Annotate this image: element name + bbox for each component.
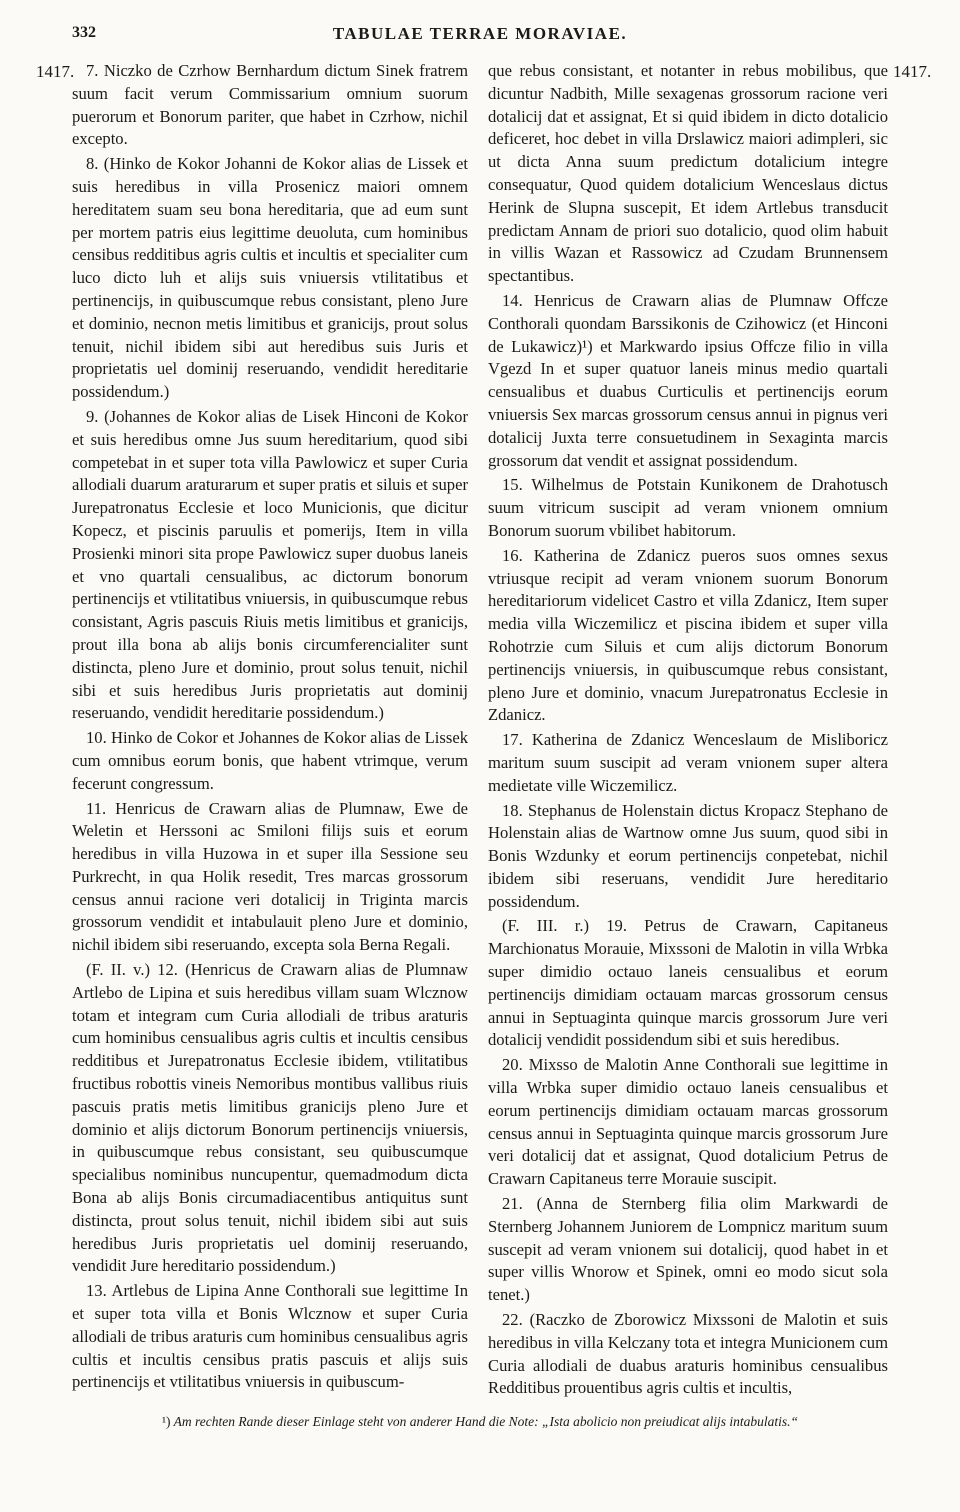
entry-text: Petrus de Crawarn, Capitaneus Marchionatus Morauie, Mixssoni de Malotin in villa Wrbka super dimidio octauo laneis censualibus et eorum pertinencijs dimidiam octauam marcas grossorum census annui in Septuaginta quinque marcis grossorum Jure veri dotalicij vendidit possidendum sibi et suis heredibus. [488, 916, 888, 1050]
entry-paragraph [488, 915, 888, 1052]
entry-text: (Henricus de Crawarn alias de Plumnaw Artlebo de Lipina et suis heredibus villam suam Wlcznow totam et integram cum Curia allodiali de tribus araturis cum hominibus censualibus agris cultis et incultis censibus redditibus et Jurepatronatus Ecclesie ibidem, vtilitatibus fructibus robottis vineis Nemoribus montibus vallibus riuis pascuis pratis metis limitibus granicijs pleno Jure et dominio et alijs dictorum Bonorum pertinencijs vniuersis, in quibuscumque rebus consistant, seu quibuscumque specialibus nominibus nuncupentur, quemadmodum dicta Bona ab alijs Bonis circumadiacentibus antiquitus sunt distincta, prout solus tenuit, nichil ibidem sibi aut suis heredibus Juris proprietatis uel dominij reseruando, vendidit Jure hereditario possidendum.) [72, 960, 468, 1276]
entry-text: Henricus de Crawarn alias de Plumnaw Offcze Conthorali quondam Barssikonis de Czihowicz (et Hinconi de Lukawicz)¹) et Markwardo ipsius Offcze filio in villa Vgezd In et super quatuor laneis minus medio quartali censualibus et duabus Curticulis et pertinencijs eorum vniuersis Sex marcas grossorum census annui in pignus veri dotalicij Juxta terre consuetudinem in Sexaginta marcis grossorum dat vendit et assignat possidendum. [488, 290, 888, 470]
entry-text: Niczko de Czrhow Bernhardum dictum Sinek fratrem suum facit verum Commissarium omnium suorum puerorum et Bonorum pariter, que habet in Czrhow, nichil excepto. [72, 61, 468, 149]
entry-text: (Johannes de Kokor alias de Lisek Hinconi de Kokor et suis heredibus omne Jus suum hereditarium, quod sibi competebat in et super tota villa Pawlowicz et super Curia allodiali duarum araturarum et super pratis et siluis et super Jurepatronatus Ecclesie et loco Municionis, que dicitur Kopecz, et piscinis paruulis et pomerijs, Item in villa Prosienki minori sita prope Pawlowicz super duobus laneis et vno quartali censualibus, ac dictorum bonorum pertinencijs et vtilitatibus vniuersis, in quibuscumque rebus consistant, Agris pascuis Riuis metis limitibus et granicijs, prout illa bona ab alijs bonis circumferencialiter sunt distincta, pleno Jure et dominio, prout solus tenuit, nichil sibi et suis heredibus Juris proprietatis aut dominij reseruando, vendidit hereditarie possidendum.) [72, 406, 468, 723]
entry-number: 16. [502, 545, 523, 565]
entry-text: Artlebus de Lipina Anne Conthorali sue legittime In et super tota villa et Bonis Wlcznow et super Curia allodiali de tribus araturis cum hominibus censualibus agris cultis et incultis censibus pratis pascuis et alijs suis pertinencijs et vtilitatibus vniuersis in quibuscum- [72, 1281, 468, 1392]
entry-text: Wilhelmus de Potstain Kunikonem de Drahotusch suum vitricum suscipit ad veram vnionem omnium Bonorum suorum vbilibet habitorum. [488, 475, 888, 540]
entry-paragraph [72, 153, 468, 404]
entry-number: 13. [86, 1281, 107, 1301]
entry-number: 7. [86, 61, 99, 80]
entry-number: 22. [502, 1310, 523, 1330]
entry-number: 11. [86, 798, 107, 818]
entry-paragraph [72, 406, 468, 725]
entry-number: (F. III. r.) 19. [502, 916, 627, 936]
left-text-column [72, 60, 468, 1396]
entry-paragraph [488, 1309, 888, 1400]
entry-number: 10. [86, 728, 107, 748]
entry-text: Katherina de Zdanicz pueros suos omnes sexus vtriusque recipit ad veram vnionem suorum Bonorum hereditariorum videlicet Castro et villa Zdanicz, Item super media villa Wiczemilicz et piscina ibidem et super villa Rohotrzie cum Siluis et cum alijs dictorum Bonorum pertinencijs vniuersis, in quibuscumque rebus consistant, pleno Jure et dominio, vnacum Jurepatronatus Ecclesie in Zdanicz. [488, 545, 888, 725]
footnote-text: Am rechten Rande dieser Einlage steht von anderer Hand die Note: „Ista abolicio non preiudicat alijs intabulatis.“ [170, 1414, 798, 1429]
entry-number: 14. [502, 290, 523, 310]
entry-paragraph [72, 1280, 468, 1394]
entry-paragraph [488, 729, 888, 797]
entry-paragraph [488, 60, 888, 288]
entry-text: (Anna de Sternberg filia olim Markwardi de Sternberg Johannem Juniorem de Lompnicz maritum suum suscepit ad veram vnionem sui dotalicij, quod habet in et super villis Wnorow et Spinek, omni eo modo sicut sola tenet.) [488, 1194, 888, 1305]
entry-paragraph [488, 474, 888, 542]
margin-year-right: 1417. [893, 62, 932, 81]
entry-number: (F. II. v.) 12. [86, 960, 178, 980]
entry-paragraph [72, 959, 468, 1278]
entry-paragraph [488, 800, 888, 914]
entry-text: Mixsso de Malotin Anne Conthorali sue legittime in villa Wrbka super dimidio octauo laneis censualibus et eorum pertinencijs dimidiam octauam marcas grossorum census annui in Septuaginta quinque marcis grossorum Jure veri dotalicij dat et assignat, Quod dotalicium Petrus de Crawarn Capitaneus terre Morauie suscipit. [488, 1055, 888, 1189]
entry-text: Henricus de Crawarn alias de Plumnaw, Ewe de Weletin et Herssoni ac Smiloni filijs suis et eorum heredibus in villa Huzowa in et super illa Sessione seu Purkrecht, in qua Holik resedit, Tres marcas grossorum census annui racione veri dotalicij in Triginta marcis grossorum vendidit et intabulauit pleno Jure et dominio, nichil ibidem sibi reseruando, excepta sola Berna Regali. [72, 798, 468, 955]
entry-number: 15. [502, 475, 523, 495]
entry-paragraph [488, 1054, 888, 1191]
footnote-mark: ¹) [162, 1414, 171, 1429]
entry-number: 21. [502, 1194, 523, 1214]
running-title: TABULAE TERRAE MORAVIAE. [332, 24, 628, 43]
entry-number: 18. [502, 800, 523, 820]
entry-text: Stephanus de Holenstain dictus Kropacz Stephano de Holenstain alias de Wartnow omne Jus suum, quod sibi in Bonis Wzdunky et eorum pertinencijs conpetebat, nichil ibidem sibi reseruans, vendidit Jure hereditario possidendum. [488, 800, 888, 911]
entry-number: 20. [502, 1055, 523, 1075]
entry-text: Katherina de Zdanicz Wenceslaum de Misliboricz maritum suum suscipit ad veram vnionem super altera medietate ville Wiczemilicz. [488, 730, 888, 795]
entry-text: (Raczko de Zborowicz Mixssoni de Malotin et suis heredibus in villa Kelczany tota et integra Municionem cum Curia allodiali de duabus araturis hominibus censualibus Redditibus prouentibus agris cultis et incultis, [488, 1310, 888, 1398]
entry-text: (Hinko de Kokor Johanni de Kokor alias de Lissek et suis heredibus in villa Prosenicz maiori omnem hereditatem suam seu bona hereditaria, que ad eum sunt per mortem patris eius legittime deuoluta, cum hominibus censibus redditibus agris cultis et incultis et specialiter cum luco dicto luh et alijs suis vniuersis vtilitatibus et pertinencijs, in quibuscumque rebus consistant, pleno Jure et dominio, necnon metis limitibus et granicijs, prout solus tenuit, nichil ibidem sibi aut heredibus suis Juris et proprietatis uel dominij reseruando, vendidit hereditarie possidendum.) [72, 154, 468, 402]
page-number: 332 [72, 24, 96, 41]
entry-paragraph [488, 1193, 888, 1307]
entry-paragraph [72, 798, 468, 958]
entry-number: 8. [86, 154, 99, 174]
entry-text: que rebus consistant, et notanter in rebus mobilibus, que dicuntur Nadbith, Mille sexagenas grossorum racione veri dotalicij dat et assignat, Et si quid ibidem in dicto dotalicio deficeret, hoc debet in villa Drslawicz maiori adimpleri, sic ut dicta Anna suum predictum dotalicium integre consequatur, Quod quidem dotalicium Wenceslaus dictus Herink de Slupna suscepit, Et idem Artlebus transducit predictam Annam de priori suo dotalicio, quod olim habuit in villis Wazan et Rassowicz ad Czudam Brunnensem spectantibus. [488, 61, 888, 286]
entry-number: 9. [86, 406, 99, 426]
entry-number: 17. [502, 730, 523, 750]
page-header [0, 24, 960, 48]
margin-year-left: 1417. [36, 62, 75, 81]
right-text-column [488, 60, 888, 1402]
entry-paragraph [72, 727, 468, 795]
entry-text: Hinko de Cokor et Johannes de Kokor alias de Lissek cum omnibus eorum bonis, que habent vtrimque, verum fecerunt congressum. [72, 728, 468, 793]
entry-paragraph [488, 545, 888, 727]
entry-paragraph [72, 60, 468, 151]
footnote [72, 1414, 888, 1430]
entry-paragraph [488, 290, 888, 472]
